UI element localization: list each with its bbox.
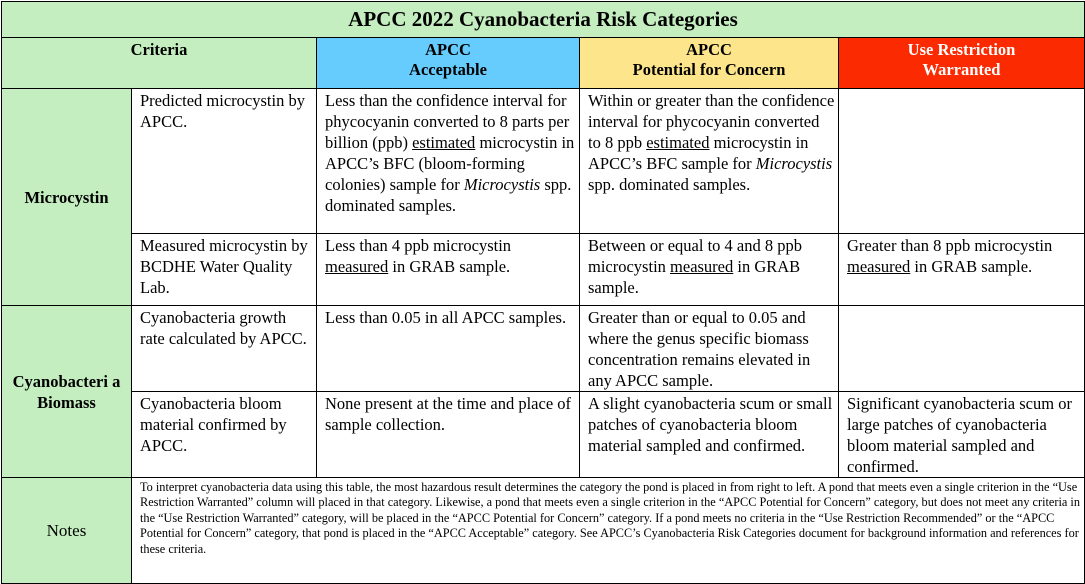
notes-text: To interpret cyanobacteria data using this table, the most hazardous result determines the category the pond is placed in from right to left. A pond that meets even a single criterion in the “Use Restriction Warranted” column will placed in that category. Likewise, a pond that meets even a single criterion in the “APCC Potential for Concern” category, but does not meet any criteria in the “Use Restriction Warranted” category, will be placed in the “APCC Potential for Concern” category. If a pond meets no criteria in the “Use Restriction Recommended” or the “APCC Potential for Concern” category, that pond is placed in the “APCC Acceptable” category. See APCC’s Cyanobacteria Risk Categories document for background information and references for these criteria.	[132, 478, 1085, 584]
cell-text-underlined: measured	[847, 257, 911, 276]
cell-restriction	[839, 234, 1085, 306]
cell-text-italic: Microcystis	[755, 154, 833, 173]
risk-categories-table	[1, 1, 1085, 584]
cell-acceptable: None present at the time and place of sample collection.	[317, 392, 580, 478]
cell-text: in GRAB sample.	[588, 257, 801, 297]
cell-restriction: Significant cyanobacteria scum or large patches of cyanobacteria bloom material sampled and confirmed.	[839, 392, 1085, 478]
cell-text-underlined: measured	[670, 257, 734, 276]
header-acceptable	[317, 38, 580, 89]
cell-text-underlined: estimated	[412, 133, 476, 152]
cell-acceptable	[317, 234, 580, 306]
cell-text: microcystin in APCC’s BFC (bloom-forming colonies) sample for	[325, 133, 575, 194]
cell-text: spp. dominated samples.	[325, 175, 572, 215]
cell-concern: A slight cyanobacteria scum or small patches of cyanobacteria bloom material sampled and confirmed.	[580, 392, 839, 478]
cell-text: spp. dominated samples.	[588, 175, 751, 194]
cell-text: in GRAB sample.	[910, 257, 1033, 276]
cell-text: Less than the confidence interval for phycocyanin converted to 8 parts per billion (ppb)	[325, 91, 570, 152]
cell-text: Between or equal to 4 and 8 ppb microcystin	[588, 236, 802, 276]
header-concern-line1: APCC	[686, 40, 732, 59]
cell-text-underlined: measured	[325, 257, 389, 276]
header-criteria-label: Criteria	[130, 40, 188, 59]
criterion-measured-microcystin: Measured microcystin by BCDHE Water Quality Lab.	[132, 234, 317, 306]
header-use-restriction	[839, 38, 1085, 89]
header-acceptable-line2: Acceptable	[409, 60, 487, 79]
header-criteria	[2, 38, 317, 89]
header-restriction-line2: Warranted	[922, 60, 1001, 79]
header-potential-concern	[580, 38, 839, 89]
cell-restriction	[839, 306, 1085, 392]
cell-acceptable: Less than 0.05 in all APCC samples.	[317, 306, 580, 392]
cell-text: in GRAB sample.	[388, 257, 511, 276]
cell-restriction	[839, 89, 1085, 234]
header-acceptable-line1: APCC	[425, 40, 471, 59]
criterion-growth-rate: Cyanobacteria growth rate calculated by APCC.	[132, 306, 317, 392]
cell-text-italic: Microcystis	[463, 175, 541, 194]
cell-text-underlined: estimated	[646, 133, 710, 152]
cell-acceptable	[317, 89, 580, 234]
criterion-predicted-microcystin: Predicted microcystin by APCC.	[132, 89, 317, 234]
table-title: APCC 2022 Cyanobacteria Risk Categories	[2, 2, 1085, 38]
cell-text: Within or greater than the confidence interval for phycocyanin converted to 8 ppb	[588, 91, 835, 152]
cell-text: microcystin in APCC’s BFC sample for	[588, 133, 809, 173]
cell-concern	[580, 89, 839, 234]
header-concern-line2: Potential for Concern	[632, 60, 786, 79]
cell-concern	[580, 234, 839, 306]
header-restriction-line1: Use Restriction	[907, 40, 1016, 59]
cell-text: Less than 4 ppb microcystin	[325, 236, 512, 255]
cell-concern: Greater than or equal to 0.05 and where the genus specific biomass concentration remains elevated in any APCC sample.	[580, 306, 839, 392]
group-cyanobacteria-biomass: Cyanobacteri a Biomass	[2, 306, 132, 478]
criterion-bloom-material: Cyanobacteria bloom material confirmed by APCC.	[132, 392, 317, 478]
group-microcystin: Microcystin	[2, 89, 132, 306]
notes-label: Notes	[2, 478, 132, 584]
cell-text: Greater than 8 ppb microcystin	[847, 236, 1053, 255]
